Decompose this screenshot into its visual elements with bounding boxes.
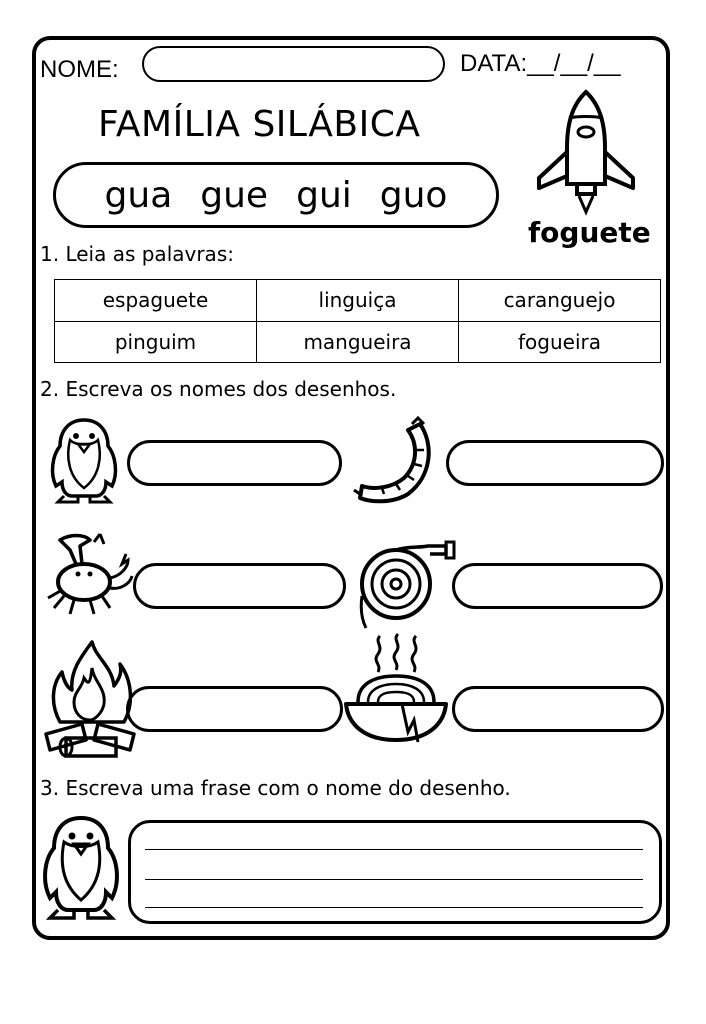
word-cell: linguiça bbox=[257, 280, 459, 322]
word-table bbox=[54, 279, 661, 363]
word-cell: mangueira bbox=[257, 321, 459, 363]
answer-field-crab[interactable] bbox=[133, 563, 346, 609]
table-row bbox=[55, 280, 661, 322]
word-cell: pinguim bbox=[55, 321, 257, 363]
sausage-icon bbox=[350, 414, 442, 510]
question-1: 1. Leia as palavras: bbox=[40, 242, 234, 266]
table-row bbox=[55, 321, 661, 363]
syllable: gui bbox=[296, 174, 352, 216]
writing-line bbox=[145, 849, 643, 850]
sentence-box[interactable] bbox=[128, 820, 662, 924]
word-cell: fogueira bbox=[459, 321, 661, 363]
syllable: guo bbox=[379, 174, 448, 216]
spaghetti-icon bbox=[344, 632, 448, 746]
question-2: 2. Escreva os nomes dos desenhos. bbox=[40, 377, 397, 401]
word-cell: espaguete bbox=[55, 280, 257, 322]
rocket-icon bbox=[533, 88, 639, 218]
rocket-caption: foguete bbox=[528, 216, 651, 249]
answer-field-sausage[interactable] bbox=[446, 440, 664, 486]
crab-icon bbox=[40, 528, 136, 618]
question-3: 3. Escreva uma frase com o nome do desenho. bbox=[40, 776, 511, 800]
penguin-icon bbox=[44, 416, 124, 504]
hose-icon bbox=[358, 536, 456, 630]
answer-field-hose[interactable] bbox=[452, 563, 663, 609]
answer-field-spaghetti[interactable] bbox=[452, 686, 664, 732]
syllable: gua bbox=[104, 174, 173, 216]
answer-field-penguin[interactable] bbox=[127, 440, 342, 486]
writing-line bbox=[145, 879, 643, 880]
word-cell: caranguejo bbox=[459, 280, 661, 322]
writing-line bbox=[145, 907, 643, 908]
answer-field-fire[interactable] bbox=[126, 686, 343, 732]
name-label: NOME: bbox=[40, 56, 119, 83]
penguin-icon bbox=[36, 812, 126, 922]
name-field[interactable] bbox=[142, 46, 445, 82]
syllable: gue bbox=[200, 174, 269, 216]
date-label: DATA:__/__/__ bbox=[460, 50, 621, 77]
syllable-family-box bbox=[53, 162, 499, 228]
page-title: FAMÍLIA SILÁBICA bbox=[98, 104, 421, 145]
